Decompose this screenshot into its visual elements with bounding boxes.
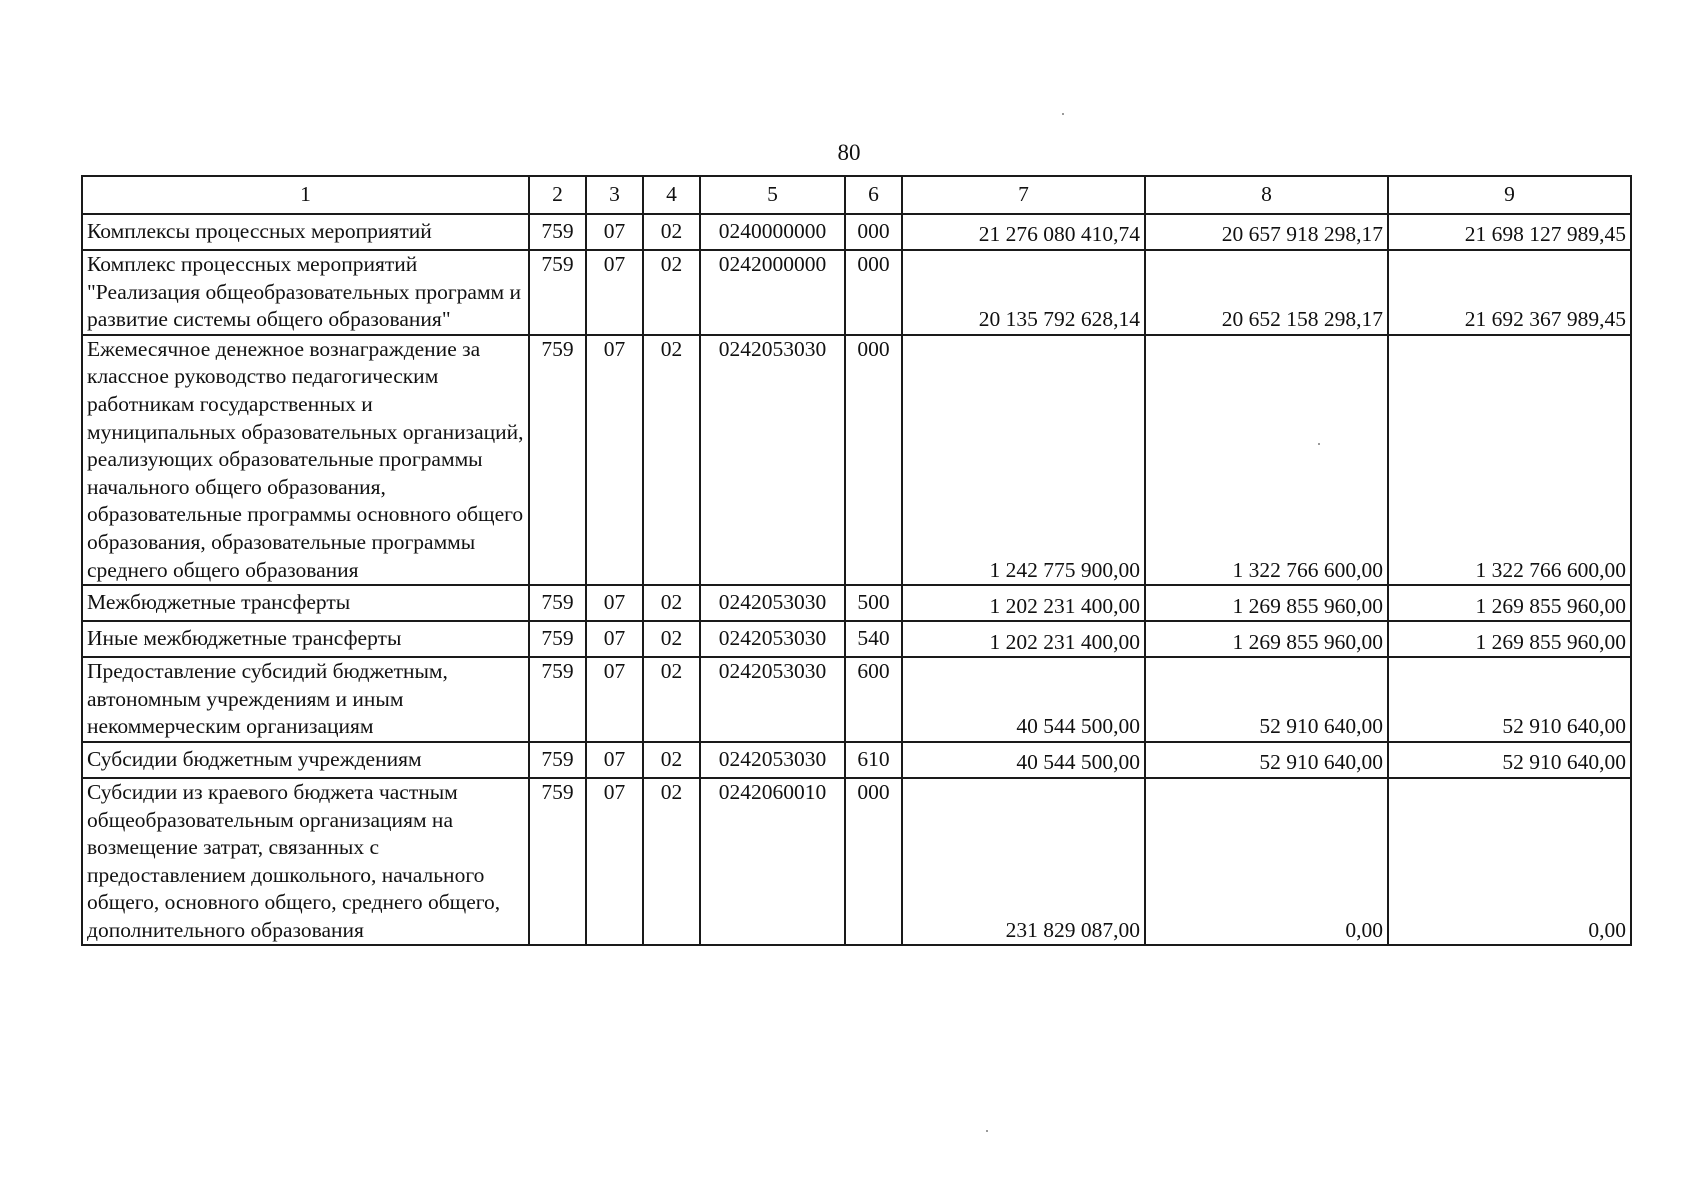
column-header: 7 bbox=[902, 176, 1145, 214]
cell-col8: 52 910 640,00 bbox=[1145, 657, 1388, 742]
column-header: 2 bbox=[529, 176, 586, 214]
table-row bbox=[82, 657, 1631, 742]
row-name: Субсидии из краевого бюджета частным общеобразовательным организациям на возмещение затрат, связанных с предоставлением дошкольного, начального общего, основного общего, среднего общего, дополнительного образования bbox=[82, 778, 529, 946]
cell-col8: 20 657 918 298,17 bbox=[1145, 214, 1388, 250]
cell-col5: 0242053030 bbox=[700, 335, 845, 585]
cell-col6: 610 bbox=[845, 742, 902, 778]
cell-col6: 540 bbox=[845, 621, 902, 657]
column-header: 1 bbox=[82, 176, 529, 214]
cell-col8: 1 322 766 600,00 bbox=[1145, 335, 1388, 585]
column-header: 8 bbox=[1145, 176, 1388, 214]
cell-col3: 07 bbox=[586, 214, 643, 250]
cell-col9: 0,00 bbox=[1388, 778, 1631, 946]
cell-col8: 52 910 640,00 bbox=[1145, 742, 1388, 778]
cell-col3: 07 bbox=[586, 621, 643, 657]
row-name: Субсидии бюджетным учреждениям bbox=[82, 742, 529, 778]
cell-col6: 600 bbox=[845, 657, 902, 742]
cell-col3: 07 bbox=[586, 250, 643, 335]
cell-col4: 02 bbox=[643, 250, 700, 335]
cell-col2: 759 bbox=[529, 214, 586, 250]
cell-col6: 000 bbox=[845, 335, 902, 585]
cell-col9: 1 322 766 600,00 bbox=[1388, 335, 1631, 585]
cell-col7: 40 544 500,00 bbox=[902, 742, 1145, 778]
row-name: Ежемесячное денежное вознаграждение за классное руководство педагогическим работникам государственных и муниципальных образовательных организаций, реализующих образовательные программы начального общего образования, образовательные программы основного общего образования, образовательные программы среднего общего образования bbox=[82, 335, 529, 585]
cell-col2: 759 bbox=[529, 585, 586, 621]
cell-col5: 0242053030 bbox=[700, 742, 845, 778]
cell-col5: 0242060010 bbox=[700, 778, 845, 946]
scan-speck bbox=[1062, 113, 1064, 115]
row-name: Комплекс процессных мероприятий "Реализация общеобразовательных программ и развитие системы общего образования" bbox=[82, 250, 529, 335]
cell-col8: 1 269 855 960,00 bbox=[1145, 585, 1388, 621]
column-header: 4 bbox=[643, 176, 700, 214]
cell-col7: 1 202 231 400,00 bbox=[902, 621, 1145, 657]
cell-col9: 1 269 855 960,00 bbox=[1388, 585, 1631, 621]
cell-col8: 1 269 855 960,00 bbox=[1145, 621, 1388, 657]
cell-col2: 759 bbox=[529, 335, 586, 585]
cell-col8: 20 652 158 298,17 bbox=[1145, 250, 1388, 335]
cell-col4: 02 bbox=[643, 585, 700, 621]
cell-col4: 02 bbox=[643, 621, 700, 657]
cell-col4: 02 bbox=[643, 214, 700, 250]
cell-col7: 40 544 500,00 bbox=[902, 657, 1145, 742]
row-name: Предоставление субсидий бюджетным, автономным учреждениям и иным некоммерческим организациям bbox=[82, 657, 529, 742]
cell-col5: 0242053030 bbox=[700, 621, 845, 657]
cell-col3: 07 bbox=[586, 585, 643, 621]
cell-col8: 0,00 bbox=[1145, 778, 1388, 946]
row-name: Межбюджетные трансферты bbox=[82, 585, 529, 621]
cell-col2: 759 bbox=[529, 250, 586, 335]
scan-speck bbox=[986, 1130, 988, 1132]
cell-col5: 0242053030 bbox=[700, 585, 845, 621]
table-header-row bbox=[82, 176, 1631, 214]
cell-col5: 0242000000 bbox=[700, 250, 845, 335]
cell-col3: 07 bbox=[586, 335, 643, 585]
cell-col7: 1 202 231 400,00 bbox=[902, 585, 1145, 621]
row-name: Комплексы процессных мероприятий bbox=[82, 214, 529, 250]
table-row bbox=[82, 585, 1631, 621]
table-row bbox=[82, 621, 1631, 657]
cell-col9: 52 910 640,00 bbox=[1388, 657, 1631, 742]
cell-col3: 07 bbox=[586, 657, 643, 742]
cell-col6: 000 bbox=[845, 214, 902, 250]
cell-col2: 759 bbox=[529, 621, 586, 657]
column-header: 9 bbox=[1388, 176, 1631, 214]
cell-col6: 000 bbox=[845, 778, 902, 946]
cell-col6: 000 bbox=[845, 250, 902, 335]
cell-col9: 21 698 127 989,45 bbox=[1388, 214, 1631, 250]
cell-col9: 52 910 640,00 bbox=[1388, 742, 1631, 778]
cell-col2: 759 bbox=[529, 778, 586, 946]
cell-col6: 500 bbox=[845, 585, 902, 621]
column-header: 5 bbox=[700, 176, 845, 214]
scan-speck bbox=[1318, 443, 1320, 445]
cell-col7: 1 242 775 900,00 bbox=[902, 335, 1145, 585]
cell-col7: 231 829 087,00 bbox=[902, 778, 1145, 946]
cell-col9: 1 269 855 960,00 bbox=[1388, 621, 1631, 657]
column-header: 3 bbox=[586, 176, 643, 214]
page-number: 80 bbox=[837, 140, 861, 165]
row-name: Иные межбюджетные трансферты bbox=[82, 621, 529, 657]
cell-col3: 07 bbox=[586, 778, 643, 946]
cell-col4: 02 bbox=[643, 657, 700, 742]
cell-col4: 02 bbox=[643, 335, 700, 585]
table-row bbox=[82, 778, 1631, 946]
table-row bbox=[82, 742, 1631, 778]
cell-col7: 21 276 080 410,74 bbox=[902, 214, 1145, 250]
cell-col9: 21 692 367 989,45 bbox=[1388, 250, 1631, 335]
cell-col2: 759 bbox=[529, 742, 586, 778]
table-row bbox=[82, 335, 1631, 585]
cell-col4: 02 bbox=[643, 742, 700, 778]
cell-col2: 759 bbox=[529, 657, 586, 742]
column-header: 6 bbox=[845, 176, 902, 214]
cell-col5: 0240000000 bbox=[700, 214, 845, 250]
cell-col7: 20 135 792 628,14 bbox=[902, 250, 1145, 335]
cell-col5: 0242053030 bbox=[700, 657, 845, 742]
budget-table bbox=[81, 175, 1632, 946]
table-row bbox=[82, 214, 1631, 250]
table-row bbox=[82, 250, 1631, 335]
cell-col3: 07 bbox=[586, 742, 643, 778]
cell-col4: 02 bbox=[643, 778, 700, 946]
